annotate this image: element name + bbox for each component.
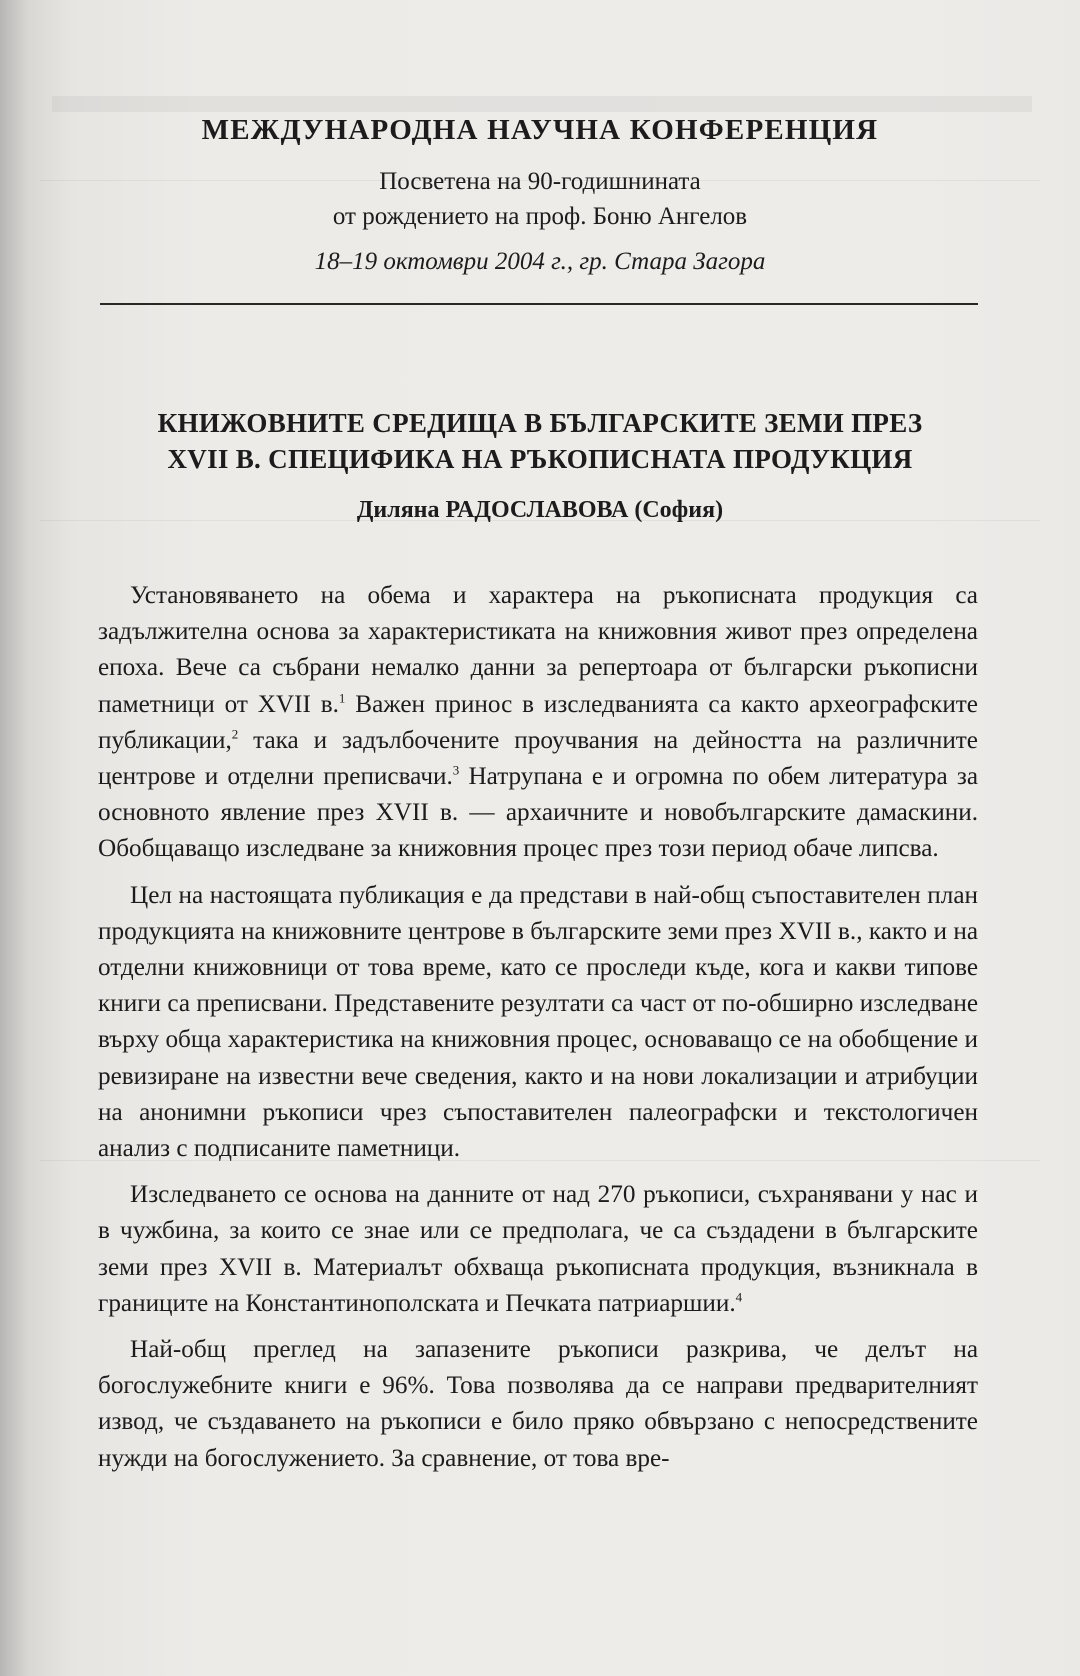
paragraph-1-part-a: Установяването на обема и характера на ръкописната продукция са задължителна основа за характеристиката на книжовния живот през определена епоха. Вече са събрани немалко данни за репертоара от български ръкописни паметници от XVII в.	[98, 582, 978, 718]
article-author: Диляна РАДОСЛАВОВА (София)	[356, 497, 724, 523]
article-title-line-1: КНИЖОВНИТЕ СРЕДИЩА В БЪЛГАРСКИТЕ ЗЕМИ ПРЕЗ	[157, 408, 923, 438]
paragraph-1-part-b: Важен принос в изследванията са както археографските публикации,	[98, 690, 978, 754]
article-body	[98, 578, 978, 1487]
footnote-ref-1[interactable]: 1	[338, 690, 346, 706]
paragraph-1-part-c: така и задълбочените проучвания на дейността на различните центрове и отделни преписвачи.	[98, 726, 978, 791]
paragraph-1	[98, 578, 978, 868]
paragraph-3-text: Изследването се основа на данните от над 270 ръкописи, съхранявани у нас и в чужбина, за които се знае или се предполага, че са създадени в българските земи през XVII в. Материалът обхваща ръкописната продукция, възникнала в границите на Константинополската и Печката патриаршии.	[98, 1181, 978, 1317]
paragraph-4: Най-общ преглед на запазените ръкописи разкрива, че делът на богослужебните книги е 96%. Това позволява да се направи предварителният извод, че създаването на ръкописи е било пряко обвързано с непосредствените нужди на богослужението. За сравнение, от това вре-	[98, 1336, 978, 1472]
dedication-line-1: Посветена на 90-годишнината	[379, 168, 701, 195]
conference-title: МЕЖДУНАРОДНА НАУЧНА КОНФЕРЕНЦИЯ	[201, 114, 879, 146]
footnote-ref-4[interactable]: 4	[735, 1289, 743, 1305]
paragraph-2: Цел на настоящата публикация е да представи в най-общ съпоставителен план продукцията на книжовните центрове в българските земи през XVII в., както и на отделни книжовници от това време, като се проследи къде, кога и какви типове книги са преписвани. Представените резултати са част от по-обширно изследване върху обща характеристика на книжовния процес, основаващо се на обобщение и ревизиране на известни вече сведения, както и на нови локализации и атрибуции на анонимни ръкописи чрез съпоставителен палеографски и текстологичен анализ с подписаните паметници.	[98, 881, 978, 1163]
bleed-through-header	[52, 96, 1032, 112]
footnote-ref-2[interactable]: 2	[231, 726, 239, 742]
article-title-line-2: XVII В. СПЕЦИФИКА НА РЪКОПИСНАТА ПРОДУКЦИЯ	[167, 444, 913, 474]
conference-date-place: 18–19 октомври 2004 г., гр. Стара Загора	[314, 248, 766, 275]
header-rule	[100, 303, 978, 305]
paragraph-3	[98, 1177, 978, 1322]
paragraph-1-part-d: Натрупана е и огромна по обем литература за основното явление през XVII в. — архаичните и новобългарските дамаскини. Обобщаващо изследване за книжовния процес през този период обаче липсва.	[98, 763, 978, 863]
footnote-ref-3[interactable]: 3	[452, 762, 460, 778]
dedication-line-2: от рождението на проф. Боню Ангелов	[332, 203, 748, 230]
